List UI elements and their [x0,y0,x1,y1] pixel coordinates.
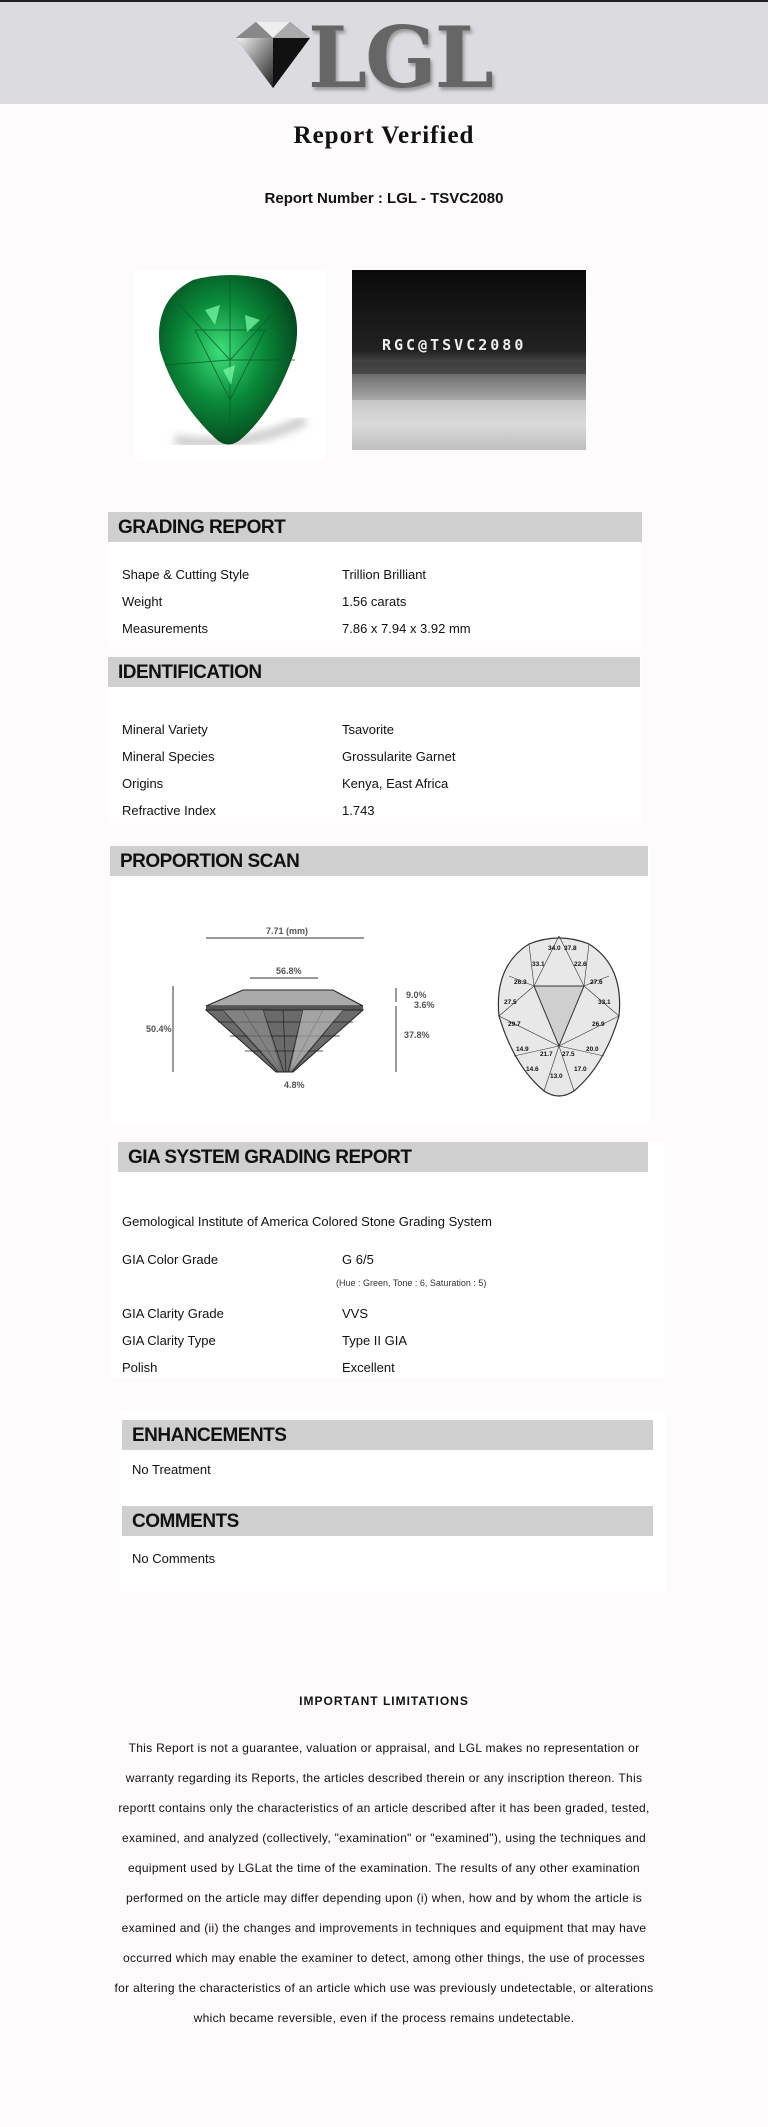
comments-value: No Comments [132,1551,216,1566]
report-number: Report Number : LGL - TSVC2080 [264,190,504,207]
row-value: Kenya, East Africa [342,776,449,791]
facet-label: 26.3 [514,979,527,986]
crown-label: 9.0% [406,990,427,1000]
facet-label: 29.7 [508,1021,521,1028]
facet-label: 22.6 [574,961,587,968]
row-value: G 6/5 [342,1252,374,1267]
grading-report-heading: GRADING REPORT [108,512,642,542]
row-value: Excellent [342,1360,395,1375]
limitations-heading: IMPORTANT LIMITATIONS [299,1694,469,1708]
row-label: Origins [122,776,164,791]
profile-diagram [118,906,448,1118]
facet-label: 27.6 [590,979,603,986]
comments-heading: COMMENTS [122,1506,653,1536]
facet-label: 26.9 [592,1021,605,1028]
facet-diagram [474,906,644,1118]
inscription-text: RGC@TSVC2080 [382,336,527,354]
row-value: Type II GIA [342,1333,408,1348]
gemstone-photo [135,270,325,460]
facet-label: 20.0 [586,1046,599,1053]
identification-heading: IDENTIFICATION [108,657,640,687]
page-title: Report Verified [293,122,475,149]
pavilion-label: 37.8% [404,1030,430,1040]
facet-label: 27.5 [504,999,517,1006]
facet-label: 37.8 [564,945,577,952]
facet-label: 21.7 [540,1051,553,1058]
enhancements-value: No Treatment [132,1462,211,1477]
row-value: 7.86 x 7.94 x 3.92 mm [342,621,471,636]
row-label: Weight [122,594,163,609]
row-value: 1.743 [342,803,375,818]
site-header [0,2,768,107]
row-label: Refractive Index [122,803,216,818]
row-label: GIA Clarity Grade [122,1306,224,1321]
gia-report-heading: GIA SYSTEM GRADING REPORT [118,1142,648,1172]
row-value: Tsavorite [342,722,395,737]
limitations-text: This Report is not a guarantee, valuation or appraisal, and LGL makes no representation or warranty regarding its Reports, the articles described therein or any inscription thereon. This reportt contains only the characteristics of an article described after it has been graded, tested, examined, and analyzed (collectively, "examination" or "examined"), using the techniques and equipment used by LGLat the time of the examination. The results of any other examination performed on the article may differ depending upon (i) when, how and by whom the article is examined and (ii) the changes and improvements in techniques and equipment that may have occurred which may enable the examiner to detect, among other things, the use of processes for altering the characteristics of an article which use was previously undetectable, or alterations which became reversible, even if the process remains undetectable. [114,1741,654,2025]
inscription-photo [352,270,586,450]
culet-label: 4.8% [284,1080,305,1090]
table-label: 56.8% [276,966,302,976]
lgl-logo[interactable] [228,8,508,107]
row-label: GIA Clarity Type [122,1333,216,1348]
enhancements-heading: ENHANCEMENTS [122,1420,653,1450]
row-value: Trillion Brilliant [342,567,427,582]
facet-label: 33.1 [598,999,611,1006]
row-label: Polish [122,1360,158,1375]
gia-color-note: (Hue : Green, Tone : 6, Saturation : 5) [336,1278,487,1288]
row-value: 1.56 carats [342,594,407,609]
row-value: VVS [342,1306,369,1321]
facet-label: 14.6 [526,1066,539,1073]
proportion-scan-heading: PROPORTION SCAN [110,846,648,876]
width-label: 7.71 (mm) [266,926,309,936]
gia-system-label: Gemological Institute of America Colored Stone Grading System [122,1214,492,1229]
facet-label: 33.1 [532,961,545,968]
facet-label: 17.0 [574,1066,587,1073]
row-label: Mineral Species [122,749,215,764]
row-label: Measurements [122,621,208,636]
row-label: GIA Color Grade [122,1252,219,1267]
facet-label: 13.0 [550,1073,563,1080]
row-label: Mineral Variety [122,722,208,737]
facet-label: 27.5 [562,1051,575,1058]
girdle-label: 3.6% [414,1000,435,1010]
depth-label: 50.4% [146,1024,172,1034]
facet-label: 14.9 [516,1046,529,1053]
row-label: Shape & Cutting Style [122,567,250,582]
diamond-icon [228,16,318,96]
row-value: Grossularite Garnet [342,749,456,764]
facet-label: 34.0 [548,945,561,952]
logo-text: LGL [308,8,492,107]
